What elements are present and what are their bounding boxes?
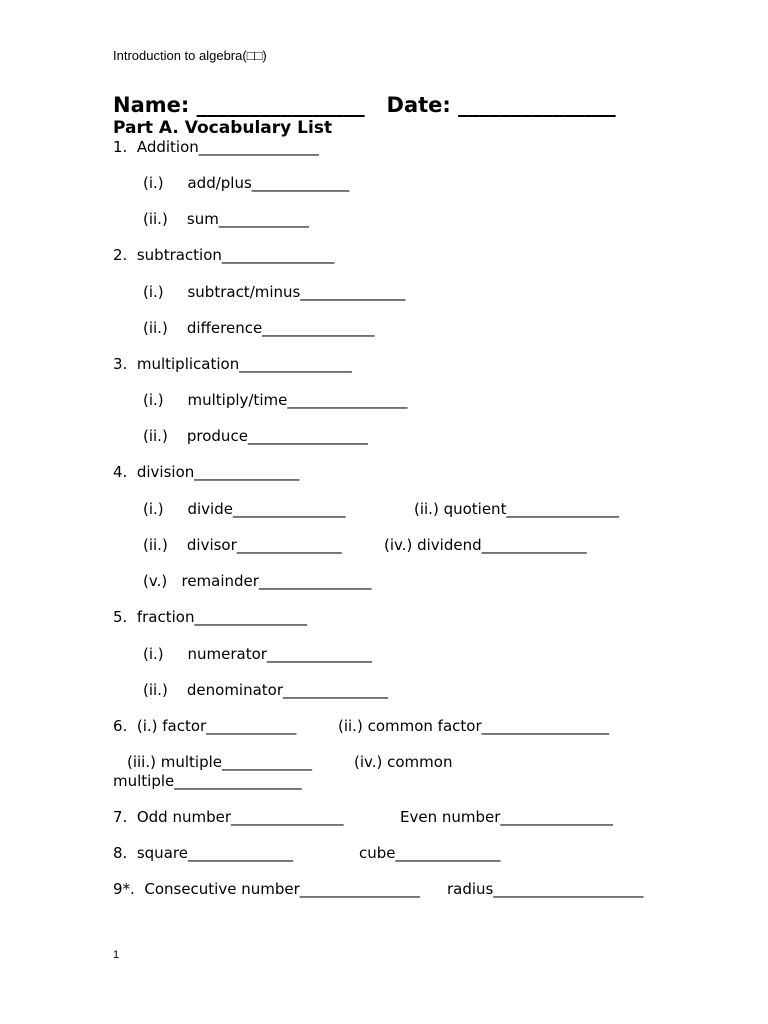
vocab-line: cube______________ [359, 844, 501, 862]
vocab-line: 1. Addition________________ [113, 138, 319, 156]
page-header: Introduction to algebra(□□) [113, 48, 267, 63]
vocab-line: (ii.) denominator______________ [143, 681, 389, 699]
vocab-line: 9*. Consecutive number________________ [113, 880, 420, 898]
vocab-line: Even number_______________ [400, 808, 613, 826]
part-a-heading: Part A. Vocabulary List [113, 118, 333, 138]
vocab-line: (i.) numerator______________ [143, 645, 372, 663]
vocab-line: (i.) multiply/time________________ [143, 391, 408, 409]
vocab-line: (ii.) produce________________ [143, 427, 368, 445]
vocab-line: (iv.) common [354, 753, 453, 771]
vocab-line: (i.) subtract/minus______________ [143, 283, 406, 301]
vocab-line: (i.) add/plus_____________ [143, 174, 350, 192]
vocab-line: (ii.) divisor______________ [143, 536, 342, 554]
vocab-line: (i.) divide_______________ [143, 500, 346, 518]
vocab-line: 5. fraction_______________ [113, 608, 307, 626]
vocab-line: (ii.) sum____________ [143, 210, 309, 228]
vocab-line: (v.) remainder_______________ [143, 572, 372, 590]
vocab-line: (iii.) multiple____________ [127, 753, 312, 771]
vocab-line: (ii.) quotient_______________ [414, 500, 619, 518]
vocab-line: 2. subtraction_______________ [113, 246, 335, 264]
vocab-line: 4. division______________ [113, 463, 300, 481]
vocab-line: (ii.) common factor_________________ [338, 717, 610, 735]
vocab-line: 3. multiplication_______________ [113, 355, 352, 373]
vocab-line: (ii.) difference_______________ [143, 319, 375, 337]
vocab-line: 6. (i.) factor____________ [113, 717, 297, 735]
vocab-line: radius____________________ [447, 880, 644, 898]
vocab-line: (iv.) dividend______________ [384, 536, 587, 554]
vocab-line: multiple_________________ [113, 772, 302, 790]
vocab-line: 7. Odd number_______________ [113, 808, 344, 826]
name-date-line: Name: ________________ Date: _______________ [113, 93, 616, 117]
page-number: 1 [113, 949, 120, 961]
vocab-line: 8. square______________ [113, 844, 293, 862]
